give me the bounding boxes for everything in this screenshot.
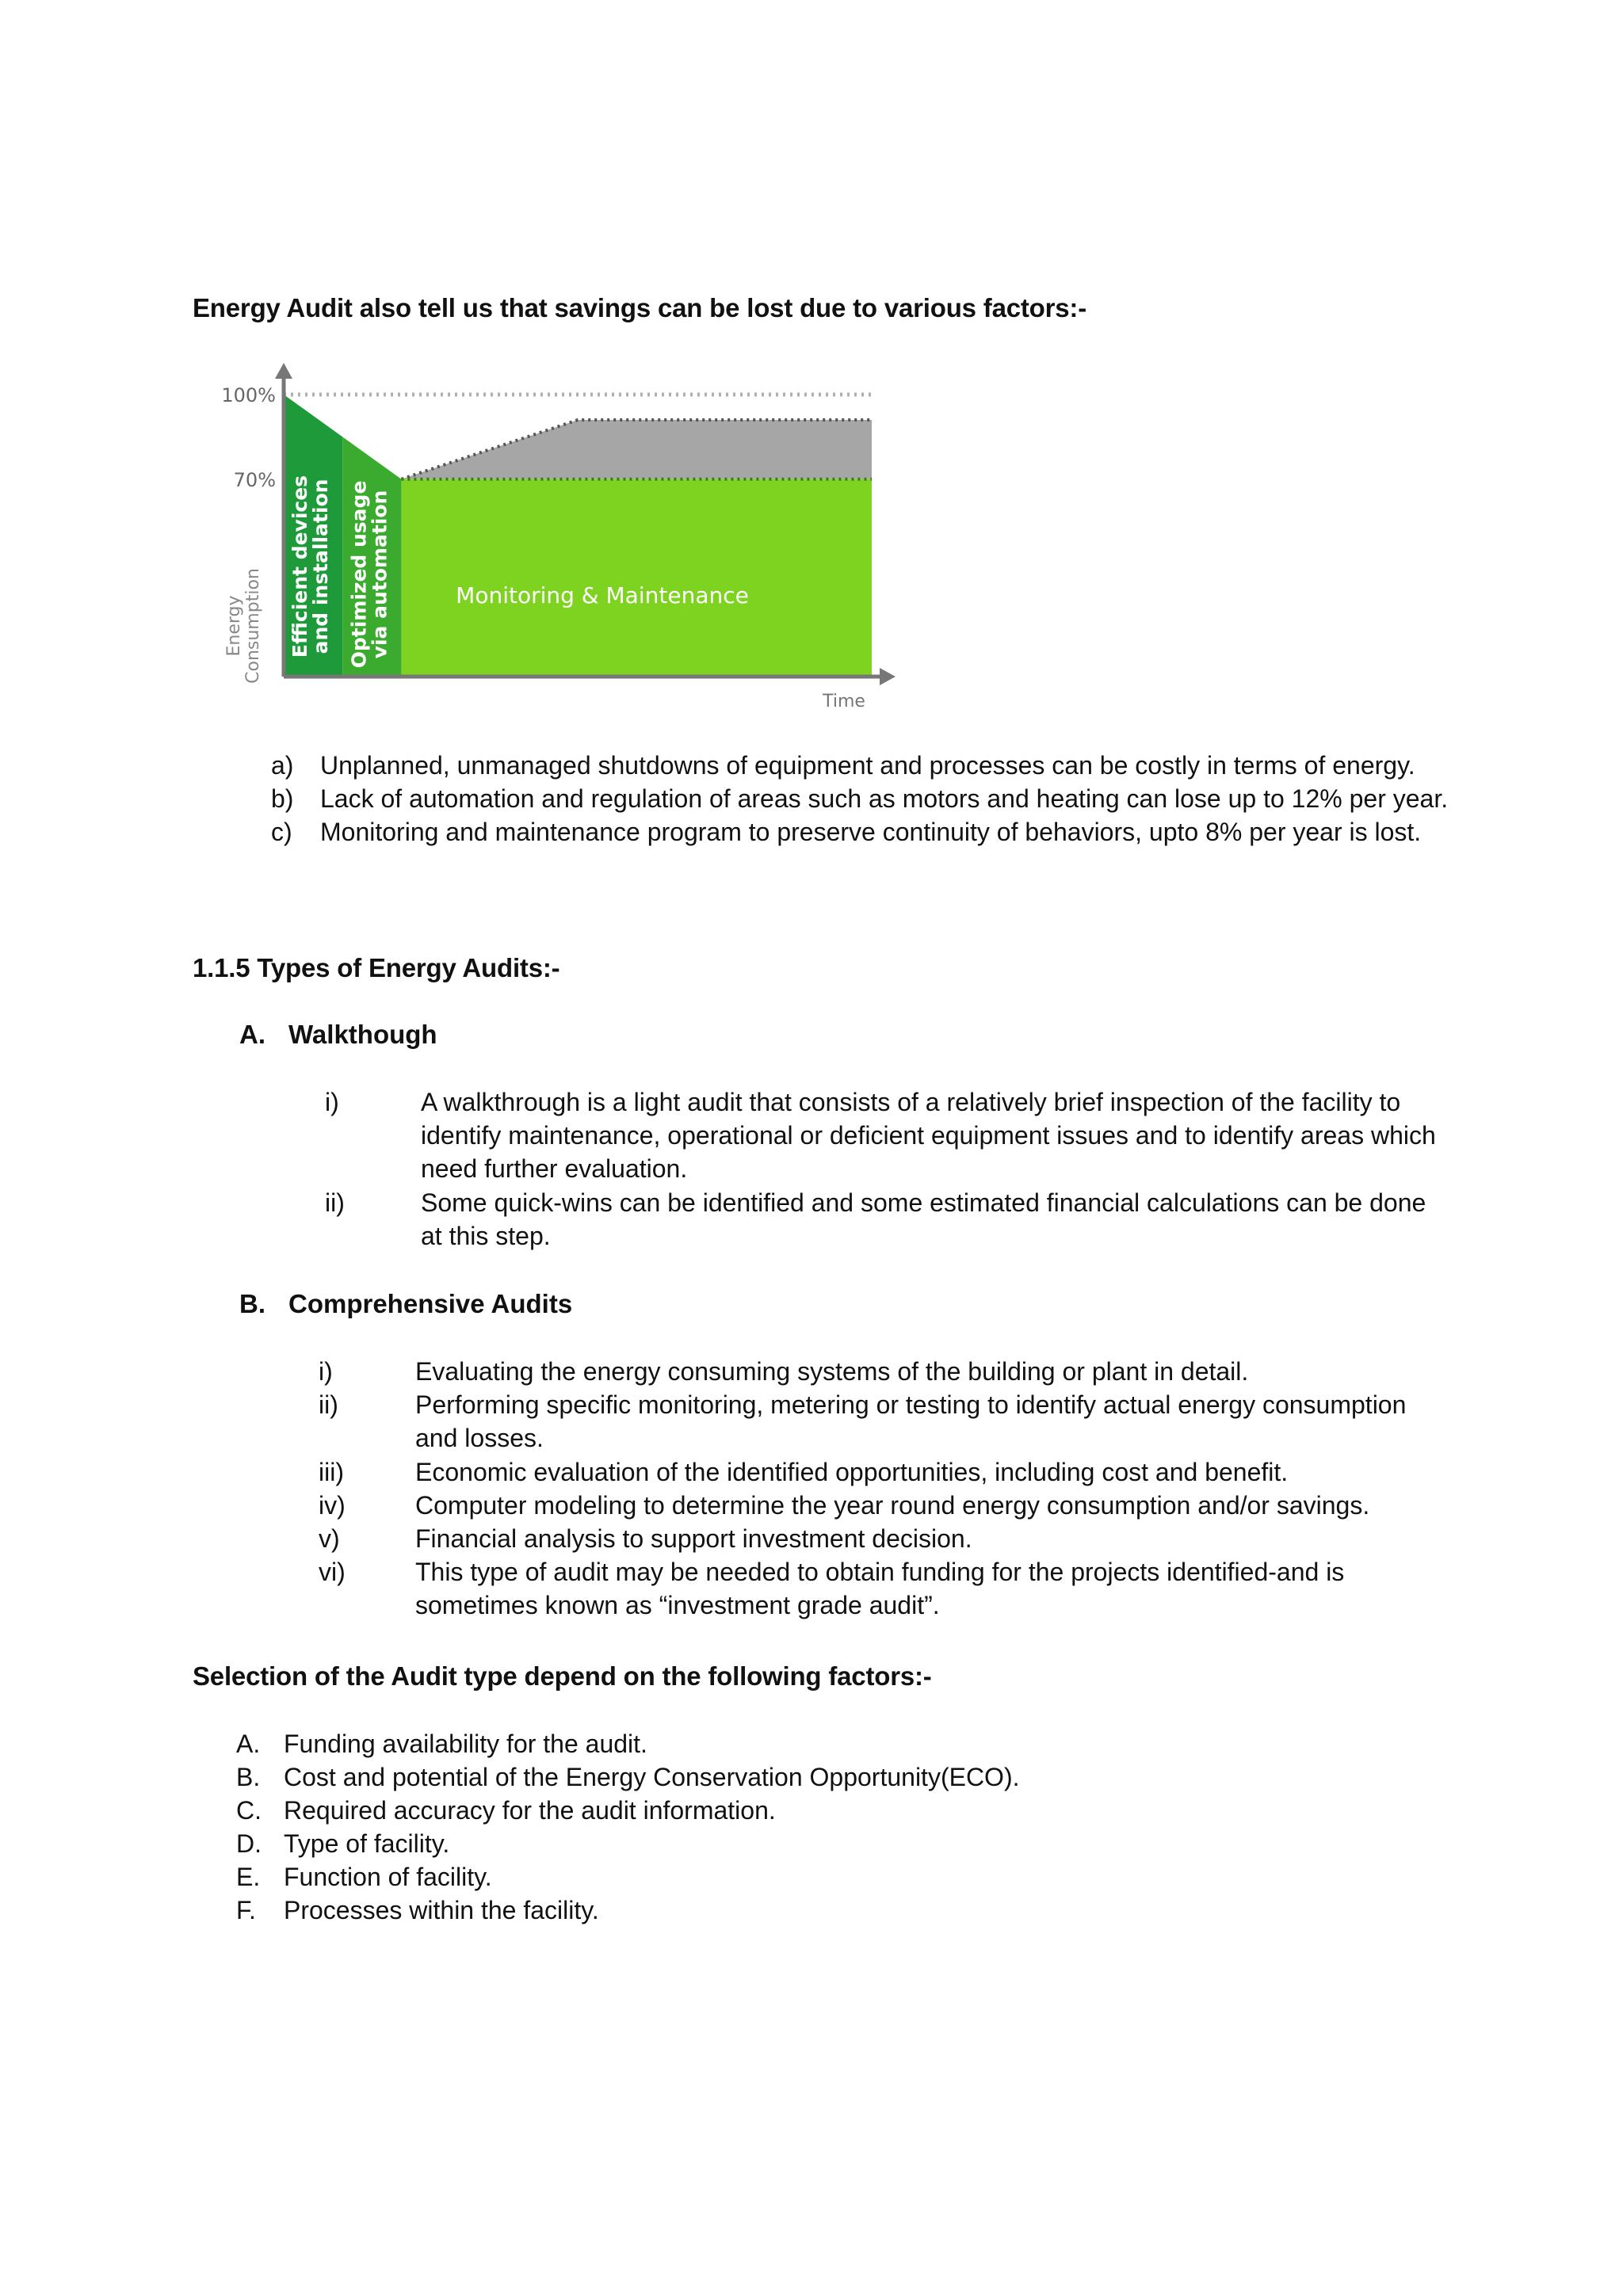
comprehensive-item-text: This type of audit may be needed to obtain funding for the projects identified-and is sometimes known as “investment grade audit”. — [415, 1558, 1345, 1619]
selection-factor-text: Processes within the facility. — [284, 1896, 599, 1924]
loss-factor-text: Unplanned, unmanaged shutdowns of equipment and processes can be costly in terms of energy. — [320, 751, 1415, 780]
selection-factor-text: Cost and potential of the Energy Conservation Opportunity(ECO). — [284, 1763, 1020, 1791]
comprehensive-item-text: Financial analysis to support investment decision. — [415, 1524, 972, 1553]
selection-factor-marker: C. — [236, 1796, 262, 1825]
monitoring-area — [401, 479, 872, 677]
selection-factor-marker: D. — [236, 1829, 262, 1858]
selection-factor-marker: B. — [236, 1763, 261, 1791]
selection-heading: Selection of the Audit type depend on the following factors:- — [193, 1661, 932, 1691]
comprehensive-item-marker: vi) — [319, 1558, 346, 1586]
selection-factor-marker: A. — [236, 1730, 261, 1758]
comprehensive-item-text: Computer modeling to determine the year round energy consumption and/or savings. — [415, 1491, 1370, 1520]
comprehensive-item-text: Economic evaluation of the identified opportunities, including cost and benefit. — [415, 1458, 1289, 1486]
comprehensive-marker: B. — [239, 1289, 265, 1318]
phase-optimized-usage-label: via automation — [368, 490, 391, 659]
comprehensive-item-marker: v) — [319, 1524, 340, 1553]
x-axis-arrow — [880, 668, 896, 685]
loss-factor-text: Monitoring and maintenance program to preserve continuity of behaviors, upto 8% per year is lost. — [320, 818, 1422, 846]
y-tick-label: 100% — [221, 384, 276, 406]
intro-heading: Energy Audit also tell us that savings can be lost due to various factors:- — [193, 293, 1087, 322]
lost-savings-area — [401, 420, 872, 479]
selection-factor-text: Type of facility. — [284, 1829, 450, 1858]
energy-consumption-chart — [214, 357, 903, 721]
walkthrough-item-text: Some quick-wins can be identified and some estimated financial calculations can be done at this step. — [421, 1188, 1426, 1250]
phase-monitoring-label: Monitoring & Maintenance — [456, 582, 749, 608]
x-axis-label: Time — [823, 692, 865, 711]
walkthrough-item-marker: i) — [325, 1088, 339, 1116]
selection-factor-text: Function of facility. — [284, 1863, 492, 1891]
phase-optimized-usage-label: Optimized usage — [347, 480, 371, 669]
y-tick-label: 70% — [233, 468, 276, 491]
loss-factor-marker: b) — [271, 784, 294, 813]
section-heading: 1.1.5 Types of Energy Audits:- — [193, 953, 560, 982]
comprehensive-item-marker: iv) — [319, 1491, 346, 1520]
walkthrough-title: Walkthough — [288, 1020, 437, 1049]
selection-factor-marker: F. — [236, 1896, 256, 1924]
walkthrough-marker: A. — [239, 1020, 265, 1049]
comprehensive-item-text: Performing specific monitoring, metering or testing to identify actual energy consumption and losses. — [415, 1390, 1407, 1452]
y-axis-label: Energy — [224, 595, 244, 657]
selection-factor-text: Required accuracy for the audit information. — [284, 1796, 776, 1825]
selection-factor-text: Funding availability for the audit. — [284, 1730, 647, 1758]
walkthrough-item-text: A walkthrough is a light audit that consists of a relatively brief inspection of the facility to identify maintenance, operational or deficient equipment issues and to identify areas which need further evaluation. — [421, 1088, 1436, 1183]
loss-factor-marker: c) — [271, 818, 292, 846]
phase-efficient-devices-label: and installation — [309, 479, 333, 654]
chart-svg — [214, 357, 903, 721]
comprehensive-title: Comprehensive Audits — [288, 1289, 573, 1318]
comprehensive-item-marker: i) — [319, 1357, 333, 1386]
y-axis-arrow — [275, 363, 292, 379]
loss-factor-text: Lack of automation and regulation of areas such as motors and heating can lose up to 12% per year. — [320, 784, 1449, 813]
y-axis-label: Consumption — [243, 568, 263, 684]
loss-factor-marker: a) — [271, 751, 294, 780]
comprehensive-item-text: Evaluating the energy consuming systems of the building or plant in detail. — [415, 1357, 1249, 1386]
comprehensive-item-marker: iii) — [319, 1458, 344, 1486]
phase-efficient-devices-label: Efficient devices — [288, 475, 312, 658]
walkthrough-item-marker: ii) — [325, 1188, 345, 1217]
selection-factor-marker: E. — [236, 1863, 261, 1891]
comprehensive-item-marker: ii) — [319, 1390, 338, 1419]
